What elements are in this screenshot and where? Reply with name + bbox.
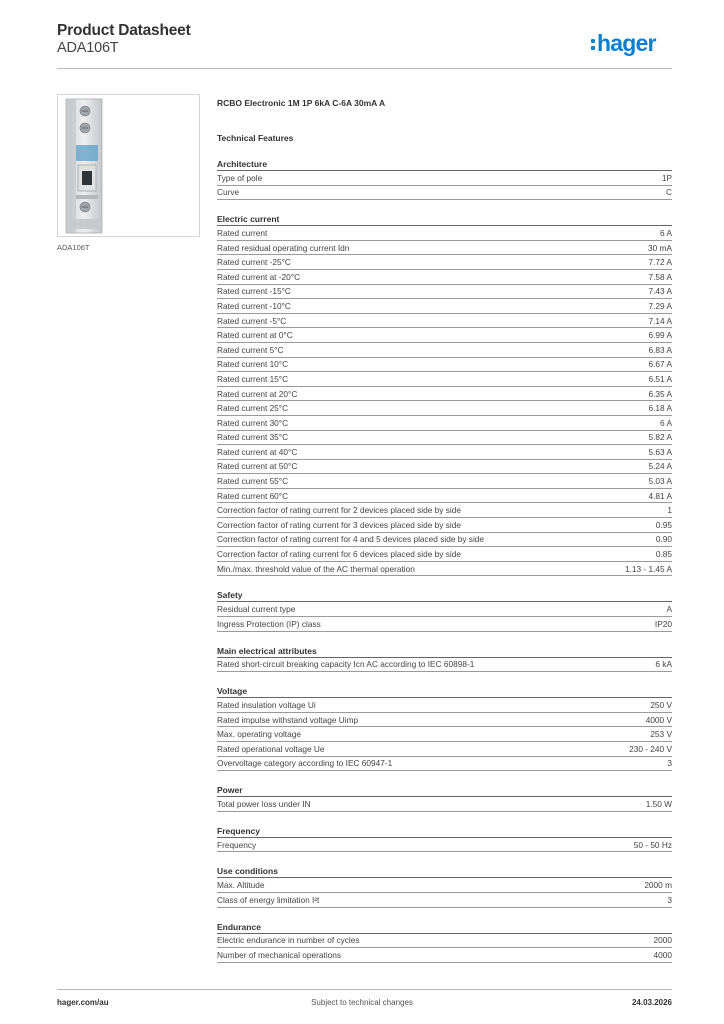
spec-label: Rated current 5°C — [217, 344, 284, 355]
spec-label: Rated current at 20°C — [217, 388, 298, 399]
spec-row — [217, 518, 672, 533]
spec-label: Rated short-circuit breaking capacity Icn AC according to IEC 60898-1 — [217, 659, 475, 670]
spec-row — [217, 372, 672, 387]
spec-value: 6.18 A — [648, 403, 672, 414]
spec-label: Rated current 60°C — [217, 490, 289, 501]
spec-value: 6 kA — [655, 659, 672, 670]
spec-label: Max. Altitude — [217, 880, 265, 891]
spec-label: Rated current at 40°C — [217, 446, 298, 457]
image-caption: ADA106T — [57, 243, 90, 252]
section-heading: Endurance — [217, 920, 672, 934]
spec-label: Rated current — [217, 227, 268, 238]
spec-row — [217, 255, 672, 270]
spec-value: 253 V — [650, 729, 672, 740]
spec-section — [217, 157, 672, 200]
spec-section — [217, 588, 672, 631]
spec-row — [217, 727, 672, 742]
spec-row — [217, 698, 672, 713]
spec-label: Rated residual operating current Idn — [217, 242, 350, 253]
spec-value: 6.51 A — [648, 373, 672, 384]
spec-row — [217, 893, 672, 908]
spec-label: Type of pole — [217, 172, 263, 183]
spec-section — [217, 824, 672, 853]
spec-label: Correction factor of rating current for 3 devices placed side by side — [217, 519, 461, 530]
spec-label: Correction factor of rating current for 2 devices placed side by side — [217, 505, 461, 516]
spec-row — [217, 358, 672, 373]
spec-value: 5.82 A — [648, 432, 672, 443]
page-title: Product Datasheet — [57, 22, 191, 39]
spec-row — [217, 401, 672, 416]
spec-row — [217, 186, 672, 201]
spec-label: Rated current -10°C — [217, 300, 291, 311]
spec-label: Rated current 25°C — [217, 403, 289, 414]
spec-value: 6.67 A — [648, 359, 672, 370]
spec-value: 6.99 A — [648, 330, 672, 341]
spec-label: Min./max. threshold value of the AC thermal operation — [217, 563, 415, 574]
spec-value: 230 - 240 V — [629, 743, 672, 754]
spec-row — [217, 934, 672, 949]
spec-section — [217, 644, 672, 673]
spec-row — [217, 713, 672, 728]
spec-row — [217, 617, 672, 632]
product-code: ADA106T — [57, 40, 119, 56]
spec-label: Rated impulse withstand voltage Uimp — [217, 714, 359, 725]
spec-label: Max. operating voltage — [217, 729, 301, 740]
section-heading: Power — [217, 783, 672, 797]
spec-value: 7.72 A — [648, 257, 672, 268]
spec-value: 1.13 - 1.45 A — [624, 563, 672, 574]
spec-label: Rated current at -20°C — [217, 271, 301, 282]
spec-value: 7.43 A — [648, 286, 672, 297]
spec-row — [217, 299, 672, 314]
spec-value: 1.50 W — [645, 798, 672, 809]
rcbo-device-icon — [58, 95, 199, 236]
spec-value: A — [666, 604, 672, 615]
spec-value: 1P — [661, 172, 672, 183]
spec-row — [217, 416, 672, 431]
spec-value: 0.90 — [655, 534, 672, 545]
spec-value: 250 V — [650, 700, 672, 711]
spec-row — [217, 838, 672, 853]
footer-divider — [57, 989, 672, 990]
spec-label: Correction factor of rating current for 6 devices placed side by side — [217, 549, 461, 560]
datasheet-content — [217, 96, 672, 963]
spec-label: Rated current -15°C — [217, 286, 291, 297]
section-heading: Safety — [217, 588, 672, 602]
spec-row — [217, 474, 672, 489]
spec-row — [217, 797, 672, 812]
spec-label: Curve — [217, 187, 240, 198]
spec-label: Rated current 55°C — [217, 476, 289, 487]
spec-value: 3 — [667, 894, 672, 905]
spec-value: 30 mA — [648, 242, 672, 253]
spec-value: 4000 — [653, 949, 672, 960]
spec-row — [217, 431, 672, 446]
spec-row — [217, 343, 672, 358]
product-image — [57, 94, 200, 237]
spec-label: Rated current 15°C — [217, 373, 289, 384]
spec-row — [217, 562, 672, 577]
hager-logo — [591, 28, 656, 58]
spec-row — [217, 270, 672, 285]
section-heading: Electric current — [217, 212, 672, 226]
spec-row — [217, 533, 672, 548]
logo-colon-icon — [591, 39, 595, 50]
spec-row — [217, 489, 672, 504]
spec-section — [217, 783, 672, 812]
spec-section — [217, 684, 672, 771]
spec-label: Electric endurance in number of cycles — [217, 935, 360, 946]
spec-value: 5.63 A — [648, 446, 672, 457]
spec-value: 6 A — [660, 417, 672, 428]
spec-row — [217, 241, 672, 256]
spec-row — [217, 658, 672, 673]
spec-label: Rated current -25°C — [217, 257, 291, 268]
spec-label: Rated current 30°C — [217, 417, 289, 428]
header-divider — [57, 68, 672, 69]
spec-value: 6.83 A — [648, 344, 672, 355]
spec-label: Rated current -5°C — [217, 315, 287, 326]
spec-value: 3 — [667, 758, 672, 769]
spec-label: Rated current at 50°C — [217, 461, 298, 472]
spec-row — [217, 878, 672, 893]
spec-label: Residual current type — [217, 604, 296, 615]
spec-row — [217, 460, 672, 475]
section-heading: Main electrical attributes — [217, 644, 672, 658]
spec-value: 0.95 — [655, 519, 672, 530]
spec-value: 7.14 A — [648, 315, 672, 326]
spec-row — [217, 226, 672, 241]
spec-row — [217, 602, 672, 617]
spec-value: 50 - 50 Hz — [633, 839, 672, 850]
spec-value: 4.81 A — [648, 490, 672, 501]
spec-value: 5.03 A — [648, 476, 672, 487]
spec-value: 6.35 A — [648, 388, 672, 399]
spec-label: Total power loss under IN — [217, 798, 311, 809]
spec-value: 7.58 A — [648, 271, 672, 282]
spec-label: Number of mechanical operations — [217, 949, 342, 960]
spec-row — [217, 314, 672, 329]
spec-value: 7.29 A — [648, 300, 672, 311]
spec-label: Ingress Protection (IP) class — [217, 618, 321, 629]
spec-row — [217, 948, 672, 963]
logo-text: hager — [597, 29, 656, 56]
spec-row — [217, 171, 672, 186]
spec-row — [217, 742, 672, 757]
section-heading: Use conditions — [217, 864, 672, 878]
spec-value: C — [666, 187, 672, 198]
section-heading: Voltage — [217, 684, 672, 698]
spec-label: Frequency — [217, 839, 257, 850]
spec-label: Rated current 35°C — [217, 432, 289, 443]
spec-sections — [217, 157, 672, 963]
spec-label: Rated insulation voltage Ui — [217, 700, 316, 711]
spec-row — [217, 285, 672, 300]
spec-label: Rated current 10°C — [217, 359, 289, 370]
spec-label: Overvoltage category according to IEC 60947-1 — [217, 758, 393, 769]
footer-date: 24.03.2026 — [631, 998, 672, 1007]
spec-value: 4000 V — [645, 714, 672, 725]
spec-value: 1 — [667, 505, 672, 516]
spec-section — [217, 864, 672, 907]
section-heading: Frequency — [217, 824, 672, 838]
spec-label: Correction factor of rating current for 4 and 5 devices placed side by side — [217, 534, 485, 545]
spec-row — [217, 547, 672, 562]
spec-label: Class of energy limitation I²t — [217, 894, 320, 905]
spec-row — [217, 328, 672, 343]
spec-label: Rated operational voltage Ue — [217, 743, 325, 754]
spec-value: 0.85 — [655, 549, 672, 560]
spec-row — [217, 503, 672, 518]
spec-row — [217, 757, 672, 772]
spec-section — [217, 920, 672, 963]
footer-website[interactable]: hager.com/au — [57, 998, 109, 1007]
spec-value: 6 A — [660, 227, 672, 238]
spec-row — [217, 387, 672, 402]
spec-label: Rated current at 0°C — [217, 330, 293, 341]
spec-value: 5.24 A — [648, 461, 672, 472]
features-heading: Technical Features — [217, 133, 294, 143]
spec-value: 2000 m — [644, 880, 672, 891]
spec-value: 2000 — [653, 935, 672, 946]
product-title: RCBO Electronic 1M 1P 6kA C-6A 30mA A — [217, 98, 386, 108]
footer-note: Subject to technical changes — [311, 998, 413, 1007]
spec-row — [217, 445, 672, 460]
section-heading: Architecture — [217, 157, 672, 171]
spec-value: IP20 — [654, 618, 672, 629]
spec-section — [217, 212, 672, 576]
